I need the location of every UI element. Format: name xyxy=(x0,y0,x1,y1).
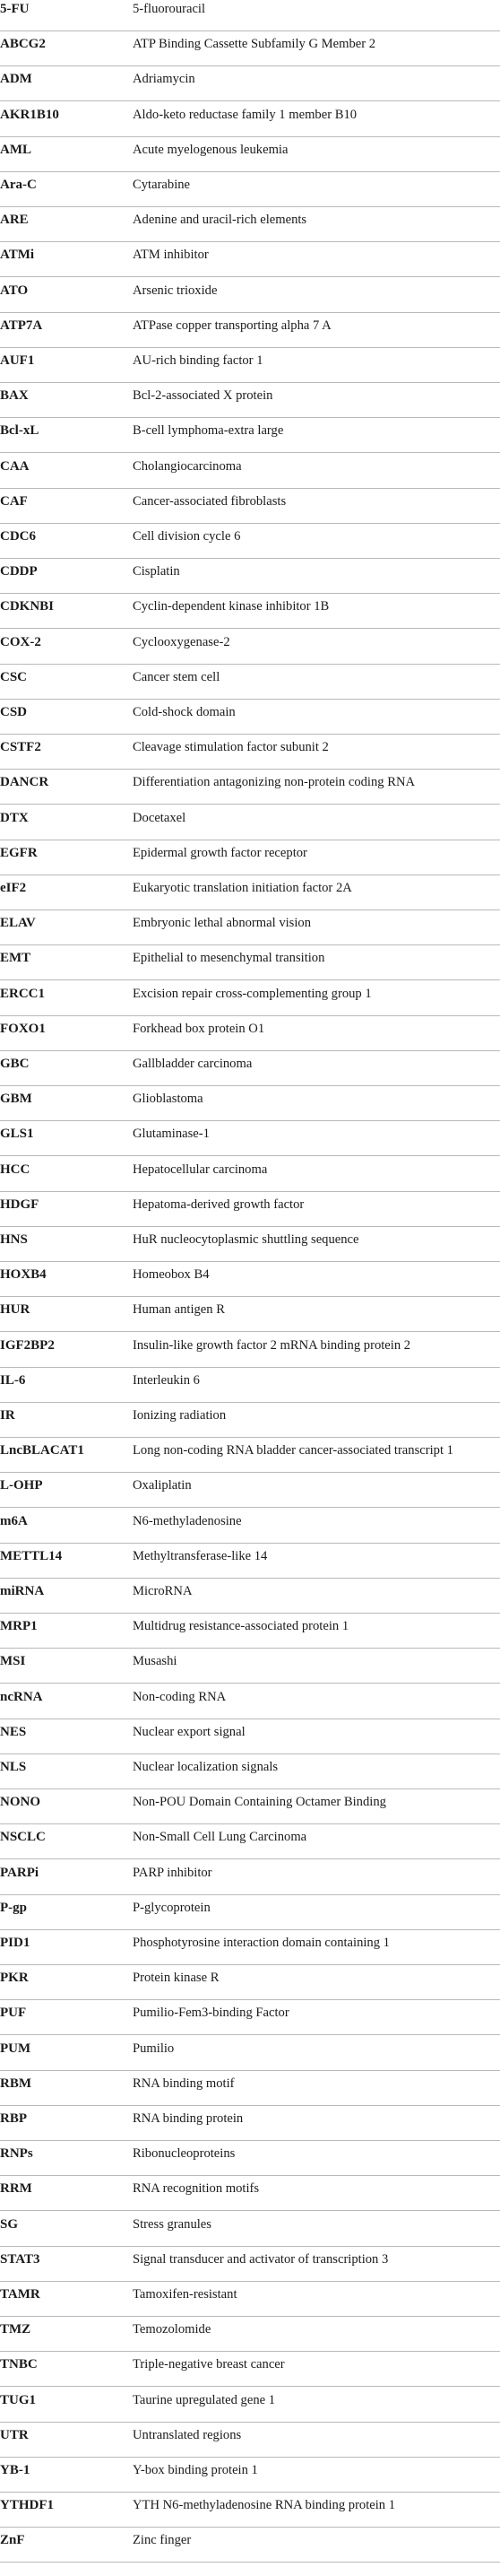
table-row xyxy=(0,1264,500,1297)
abbreviation-term: EGFR xyxy=(0,845,38,860)
abbreviation-definition: Cholangiocarcinoma xyxy=(133,458,242,474)
table-row xyxy=(0,2002,500,2035)
abbreviation-definition: Pumilio-Fem3-binding Factor xyxy=(133,2006,289,2021)
abbreviation-term: NLS xyxy=(0,1760,27,1774)
table-row xyxy=(0,315,500,348)
abbreviation-term: AML xyxy=(0,142,31,157)
abbreviation-term: m6A xyxy=(0,1513,28,1528)
abbreviation-term: PKR xyxy=(0,1971,29,1986)
abbreviation-definition: Ionizing radiation xyxy=(133,1408,227,1423)
abbreviation-definition: Cold-shock domain xyxy=(133,705,236,719)
abbreviation-term: DANCR xyxy=(0,775,49,790)
abbreviation-definition: P-glycoprotein xyxy=(133,1900,211,1915)
table-row xyxy=(0,139,500,172)
abbreviation-term: IR xyxy=(0,1408,15,1423)
table-row xyxy=(0,2038,500,2071)
abbreviation-term: CDC6 xyxy=(0,529,36,544)
table-row xyxy=(0,1932,500,1965)
table-row xyxy=(0,1018,500,1051)
abbreviation-term: ADM xyxy=(0,72,32,87)
abbreviation-definition: ATM inhibitor xyxy=(133,248,209,263)
abbreviation-definition: Protein kinase R xyxy=(133,1971,220,1986)
abbreviation-term: TUG1 xyxy=(0,2392,37,2407)
abbreviation-term: P-gp xyxy=(0,1900,27,1915)
abbreviation-definition: Cyclin-dependent kinase inhibitor 1B xyxy=(133,599,330,614)
table-row xyxy=(0,420,500,453)
abbreviation-term: HCC xyxy=(0,1162,30,1177)
abbreviation-term: YB-1 xyxy=(0,2463,30,2477)
abbreviation-definition: Hepatocellular carcinoma xyxy=(133,1162,268,1177)
table-row xyxy=(0,2389,500,2423)
abbreviation-term: IGF2BP2 xyxy=(0,1337,55,1353)
abbreviation-definition: Oxaliplatin xyxy=(133,1478,192,1493)
abbreviation-definition: Adriamycin xyxy=(133,72,195,87)
table-row xyxy=(0,666,500,700)
table-row xyxy=(0,2249,500,2282)
abbreviation-definition: ATPase copper transporting alpha 7 A xyxy=(133,318,332,333)
table-row xyxy=(0,2494,500,2528)
abbreviation-term: ATP7A xyxy=(0,318,43,333)
abbreviation-term: PARPi xyxy=(0,1865,39,1880)
abbreviation-definition: Glioblastoma xyxy=(133,1092,203,1107)
abbreviation-definition: Docetaxel xyxy=(133,810,186,825)
abbreviation-term: UTR xyxy=(0,2427,29,2442)
table-row xyxy=(0,1229,500,1262)
abbreviation-term: ZnF xyxy=(0,2533,25,2548)
abbreviation-definition: Non-coding RNA xyxy=(133,1689,227,1704)
table-row xyxy=(0,1299,500,1332)
abbreviation-term: miRNA xyxy=(0,1584,45,1598)
abbreviation-definition: Epidermal growth factor receptor xyxy=(133,845,307,860)
table-row xyxy=(0,385,500,418)
abbreviation-term: ELAV xyxy=(0,916,36,931)
abbreviation-definition: Excision repair cross-complementing group 1 xyxy=(133,986,372,1001)
table-row xyxy=(0,596,500,629)
abbreviation-definition: Tamoxifen-resistant xyxy=(133,2287,237,2302)
abbreviation-term: NSCLC xyxy=(0,1830,46,1845)
abbreviation-definition: Zinc finger xyxy=(133,2533,192,2548)
table-row xyxy=(0,280,500,313)
abbreviation-definition: Taurine upregulated gene 1 xyxy=(133,2392,276,2407)
abbreviation-definition: Temozolomide xyxy=(133,2322,211,2337)
abbreviation-definition: Bcl-2-associated X protein xyxy=(133,388,273,404)
abbreviation-definition: Forkhead box protein O1 xyxy=(133,1021,265,1036)
table-row xyxy=(0,1615,500,1649)
table-row xyxy=(0,456,500,489)
abbreviation-definition: Cleavage stimulation factor subunit 2 xyxy=(133,740,329,755)
abbreviation-definition: Nuclear localization signals xyxy=(133,1760,279,1774)
table-row xyxy=(0,174,500,207)
abbreviation-term: AUF1 xyxy=(0,353,35,368)
table-row xyxy=(0,1545,500,1579)
abbreviation-term: CAA xyxy=(0,458,30,474)
table-row xyxy=(0,1405,500,1438)
abbreviation-definition: Gallbladder carcinoma xyxy=(133,1057,253,1071)
table-row xyxy=(0,947,500,980)
abbreviation-definition: Eukaryotic translation initiation factor 2A xyxy=(133,881,352,895)
table-row xyxy=(0,104,500,137)
abbreviation-term: FOXO1 xyxy=(0,1021,46,1036)
table-row xyxy=(0,2424,500,2458)
abbreviation-term: CDKNBI xyxy=(0,599,55,614)
abbreviation-term: TMZ xyxy=(0,2322,31,2337)
table-row xyxy=(0,631,500,665)
abbreviation-term: CDDP xyxy=(0,564,38,579)
abbreviation-term: COX-2 xyxy=(0,634,41,649)
table-row xyxy=(0,701,500,735)
abbreviation-term: RBP xyxy=(0,2111,27,2126)
abbreviation-term: CSD xyxy=(0,705,28,719)
table-row xyxy=(0,2284,500,2317)
abbreviation-definition: AU-rich binding factor 1 xyxy=(133,353,263,368)
abbreviation-definition: Adenine and uracil-rich elements xyxy=(133,213,307,228)
abbreviation-term: PID1 xyxy=(0,1936,30,1950)
abbreviation-term: MSI xyxy=(0,1654,26,1669)
table-row xyxy=(0,1123,500,1156)
abbreviation-definition: Epithelial to mesenchymal transition xyxy=(133,951,325,966)
abbreviation-definition: Long non-coding RNA bladder cancer-associated transcript 1 xyxy=(133,1443,453,1458)
table-row xyxy=(0,1686,500,1719)
abbreviation-definition: Signal transducer and activator of transcription 3 xyxy=(133,2251,389,2267)
abbreviation-definition: Cell division cycle 6 xyxy=(133,529,241,544)
table-row xyxy=(0,2073,500,2106)
abbreviation-term: Bcl-xL xyxy=(0,423,39,439)
abbreviation-term: HUR xyxy=(0,1302,30,1318)
table-row xyxy=(0,2529,500,2563)
table-row xyxy=(0,491,500,524)
abbreviation-definition: Differentiation antagonizing non-protein coding RNA xyxy=(133,775,416,790)
abbreviation-term: YTHDF1 xyxy=(0,2498,54,2513)
table-row xyxy=(0,2319,500,2352)
abbreviation-term: HNS xyxy=(0,1232,28,1247)
abbreviation-definition: Glutaminase-1 xyxy=(133,1127,210,1142)
table-row xyxy=(0,350,500,383)
table-row xyxy=(0,842,500,875)
abbreviation-term: LncBLACAT1 xyxy=(0,1443,84,1458)
table-row xyxy=(0,1194,500,1227)
abbreviation-definition: Pumilio xyxy=(133,2041,175,2056)
abbreviation-term: Ara-C xyxy=(0,178,37,192)
abbreviation-definition: Y-box binding protein 1 xyxy=(133,2463,258,2477)
abbreviation-term: eIF2 xyxy=(0,881,27,895)
table-row xyxy=(0,1791,500,1824)
table-row xyxy=(0,1510,500,1544)
table-row xyxy=(0,244,500,277)
abbreviation-term: GLS1 xyxy=(0,1127,34,1142)
abbreviation-definition: Arsenic trioxide xyxy=(133,283,218,298)
abbreviation-definition: Phosphotyrosine interaction domain containing 1 xyxy=(133,1936,390,1950)
abbreviation-term: PUM xyxy=(0,2041,31,2056)
abbreviation-term: HOXB4 xyxy=(0,1267,47,1283)
abbreviation-term: PUF xyxy=(0,2006,27,2021)
table-row xyxy=(0,1088,500,1121)
abbreviation-definition: Homeobox B4 xyxy=(133,1267,210,1283)
abbreviation-term: ATO xyxy=(0,283,29,298)
abbreviation-term: STAT3 xyxy=(0,2251,40,2267)
abbreviation-term: EMT xyxy=(0,951,31,966)
table-row xyxy=(0,1159,500,1192)
abbreviation-term: IL-6 xyxy=(0,1372,26,1388)
abbreviation-definition: Nuclear export signal xyxy=(133,1724,246,1739)
abbreviation-definition: Multidrug resistance-associated protein 1 xyxy=(133,1619,349,1634)
abbreviation-term: ARE xyxy=(0,213,29,228)
abbreviation-definition: HuR nucleocytoplasmic shuttling sequence xyxy=(133,1232,359,1247)
table-row xyxy=(0,2459,500,2493)
abbreviation-definition: Untranslated regions xyxy=(133,2427,242,2442)
table-row xyxy=(0,2214,500,2247)
abbreviation-term: ncRNA xyxy=(0,1689,43,1704)
table-row xyxy=(0,1650,500,1684)
abbreviation-definition: RNA recognition motifs xyxy=(133,2181,260,2197)
abbreviation-term: BAX xyxy=(0,388,29,404)
abbreviation-definition: PARP inhibitor xyxy=(133,1865,212,1880)
abbreviation-definition: Aldo-keto reductase family 1 member B10 xyxy=(133,107,358,122)
abbreviation-definition: Non-POU Domain Containing Octamer Binding xyxy=(133,1795,386,1810)
abbreviation-term: GBM xyxy=(0,1092,32,1107)
abbreviation-definition: RNA binding protein xyxy=(133,2111,244,2126)
abbreviation-definition: Methyltransferase-like 14 xyxy=(133,1548,268,1563)
abbreviation-term: RRM xyxy=(0,2181,32,2197)
abbreviation-definition: Cytarabine xyxy=(133,178,191,192)
table-row xyxy=(0,1862,500,1895)
table-row xyxy=(0,1475,500,1508)
table-row xyxy=(0,1756,500,1789)
table-row xyxy=(0,1897,500,1930)
table-row xyxy=(0,877,500,910)
abbreviation-term: MRP1 xyxy=(0,1619,38,1634)
abbreviation-definition: Hepatoma-derived growth factor xyxy=(133,1197,305,1212)
abbreviation-term: SG xyxy=(0,2216,19,2232)
abbreviation-term: L-OHP xyxy=(0,1478,43,1493)
table-row xyxy=(0,1967,500,2000)
abbreviation-definition: YTH N6-methyladenosine RNA binding protein 1 xyxy=(133,2498,396,2513)
abbreviation-definition: Acute myelogenous leukemia xyxy=(133,142,289,157)
table-row xyxy=(0,68,500,101)
abbreviation-definition: Musashi xyxy=(133,1654,177,1669)
abbreviation-term: RBM xyxy=(0,2076,31,2091)
abbreviation-definition: Ribonucleoproteins xyxy=(133,2146,236,2162)
abbreviation-definition: MicroRNA xyxy=(133,1584,193,1598)
abbreviation-term: ATMi xyxy=(0,248,35,263)
table-row xyxy=(0,983,500,1016)
table-row xyxy=(0,1440,500,1473)
table-row xyxy=(0,2354,500,2387)
abbreviation-definition: Cisplatin xyxy=(133,564,180,579)
abbreviation-definition: 5-fluorouracil xyxy=(133,2,206,16)
table-row xyxy=(0,526,500,559)
table-row xyxy=(0,1721,500,1754)
table-row xyxy=(0,0,500,31)
abbreviation-term: TNBC xyxy=(0,2357,38,2372)
abbreviation-definition: Embryonic lethal abnormal vision xyxy=(133,916,311,931)
table-row xyxy=(0,771,500,805)
abbreviation-definition: Triple-negative breast cancer xyxy=(133,2357,285,2372)
table-row xyxy=(0,1370,500,1403)
abbreviation-definition: B-cell lymphoma-extra large xyxy=(133,423,284,439)
abbreviation-term: TAMR xyxy=(0,2287,40,2302)
abbreviation-term: NONO xyxy=(0,1795,40,1810)
table-row xyxy=(0,1335,500,1368)
table-row xyxy=(0,209,500,242)
abbreviation-definition: Insulin-like growth factor 2 mRNA binding protein 2 xyxy=(133,1337,411,1353)
abbreviation-term: NES xyxy=(0,1724,27,1739)
abbreviation-definition: Human antigen R xyxy=(133,1302,225,1318)
table-row xyxy=(0,807,500,840)
abbreviation-term: ABCG2 xyxy=(0,37,46,52)
abbreviation-term: RNPs xyxy=(0,2146,33,2162)
abbreviation-definition: Cancer-associated fibroblasts xyxy=(133,493,287,509)
table-row xyxy=(0,2108,500,2141)
table-row xyxy=(0,1580,500,1614)
table-row xyxy=(0,33,500,66)
abbreviation-definition: Cancer stem cell xyxy=(133,669,220,684)
table-row xyxy=(0,736,500,770)
abbreviation-term: GBC xyxy=(0,1057,30,1071)
abbreviation-term: ERCC1 xyxy=(0,986,46,1001)
abbreviation-term: 5-FU xyxy=(0,2,30,16)
abbreviation-definition: Stress granules xyxy=(133,2216,211,2232)
abbreviation-definition: Interleukin 6 xyxy=(133,1372,200,1388)
table-row xyxy=(0,912,500,945)
abbreviation-term: CAF xyxy=(0,493,28,509)
abbreviation-term: METTL14 xyxy=(0,1548,63,1563)
table-row xyxy=(0,1826,500,1859)
abbreviation-term: AKR1B10 xyxy=(0,107,59,122)
abbreviation-definition: Non-Small Cell Lung Carcinoma xyxy=(133,1830,307,1845)
abbreviation-term: CSC xyxy=(0,669,28,684)
abbreviation-definition: N6-methyladenosine xyxy=(133,1513,242,1528)
abbreviation-definition: ATP Binding Cassette Subfamily G Member 2 xyxy=(133,37,376,52)
table-row xyxy=(0,1053,500,1086)
abbreviation-term: DTX xyxy=(0,810,29,825)
abbreviation-term: CSTF2 xyxy=(0,740,41,755)
table-row xyxy=(0,2143,500,2176)
abbreviation-definition: RNA binding motif xyxy=(133,2076,235,2091)
abbreviation-term: HDGF xyxy=(0,1197,39,1212)
table-row xyxy=(0,2178,500,2211)
table-row xyxy=(0,561,500,594)
abbreviation-definition: Cyclooxygenase-2 xyxy=(133,634,230,649)
